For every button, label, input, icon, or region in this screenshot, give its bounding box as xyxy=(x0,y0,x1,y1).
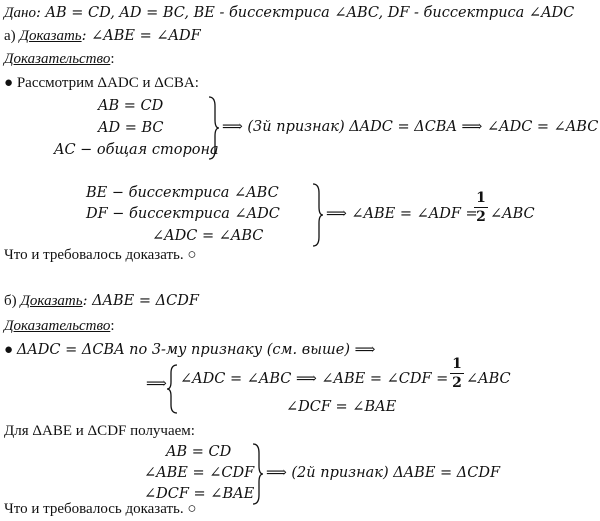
given-line xyxy=(4,4,574,22)
system1-result: ⟹ (3й признак) ΔADC = ΔCBA ⟹ ∠ADC = ∠ABC xyxy=(222,119,599,135)
part-a-consider xyxy=(4,74,199,92)
consider-text: Рассмотрим ΔADC и ΔCBA: xyxy=(16,75,199,91)
system4-line2: ∠ABE = ∠CDF xyxy=(144,465,255,481)
system2-line2: DF − биссектриса ∠ADC xyxy=(86,206,280,222)
system1-line1: AB = CD xyxy=(98,98,164,114)
system4-line3: ∠DCF = ∠BAE xyxy=(144,486,255,502)
system3-implies: ⟹ xyxy=(146,376,167,392)
right-brace-icon xyxy=(208,96,220,160)
left-brace-icon xyxy=(166,364,178,414)
part-b-prefix: б) xyxy=(4,293,21,309)
part-b-proof-label: Доказательство xyxy=(4,318,111,334)
part-a-qed: Что и требовалось доказать. ○ xyxy=(4,247,197,263)
part-b-goal: : ΔABE = ΔCDF xyxy=(82,293,199,309)
system2-result: ⟹ ∠ABE = ∠ADF = xyxy=(326,206,478,222)
bullet-icon: ● xyxy=(4,342,14,358)
given-text: : AB = CD, AD = BC, BE - биссектриса ∠ABC, DF - биссектриса ∠ADC xyxy=(36,5,575,21)
part-a-heading xyxy=(4,27,201,45)
part-b-heading xyxy=(4,292,199,310)
given-label: Дано xyxy=(4,5,36,21)
part-a-prefix: а) xyxy=(4,28,20,44)
part-b-for-text: Для ΔABE и ΔCDF получаем: xyxy=(4,423,195,439)
part-a-prove-label: Доказать xyxy=(19,28,82,44)
system4-line1: AB = CD xyxy=(166,444,232,460)
system2-line3: ∠ADC = ∠ABC xyxy=(152,228,264,244)
system1-line3: AC − общая сторона xyxy=(54,142,219,158)
part-a-proof-label: Доказательство xyxy=(4,51,111,67)
system3-line1-suffix: ∠ABC xyxy=(466,371,511,387)
part-a-goal: : ∠ABE = ∠ADF xyxy=(81,28,201,44)
system3-line2: ∠DCF = ∠BAE xyxy=(286,399,397,415)
right-brace-icon xyxy=(252,443,264,505)
part-a-proof-heading: Доказательство: xyxy=(4,51,115,67)
fraction-half: 1 2 xyxy=(474,190,488,225)
fraction-half: 1 2 xyxy=(450,356,464,391)
system4-result: ⟹ (2й признак) ΔABE = ΔCDF xyxy=(266,465,501,481)
system3-line1: ∠ADC = ∠ABC ⟹ ∠ABE = ∠CDF = xyxy=(180,371,449,387)
part-b-proof-heading: Доказательство: xyxy=(4,318,115,334)
bullet-icon: ● xyxy=(4,75,14,91)
part-b-statement: ΔADC = ΔCBA по 3-му признаку (см. выше) ⟹ xyxy=(16,342,376,358)
system2-result-suffix: ∠ABC xyxy=(490,206,535,222)
part-b-qed: Что и требовалось доказать. ○ xyxy=(4,501,197,517)
right-brace-icon xyxy=(312,183,324,247)
part-b-line1 xyxy=(4,341,375,359)
part-b-prove-label: Доказать xyxy=(20,293,83,309)
system1-line2: AD = BC xyxy=(98,120,164,136)
system2-line1: BE − биссектриса ∠ABC xyxy=(86,185,279,201)
